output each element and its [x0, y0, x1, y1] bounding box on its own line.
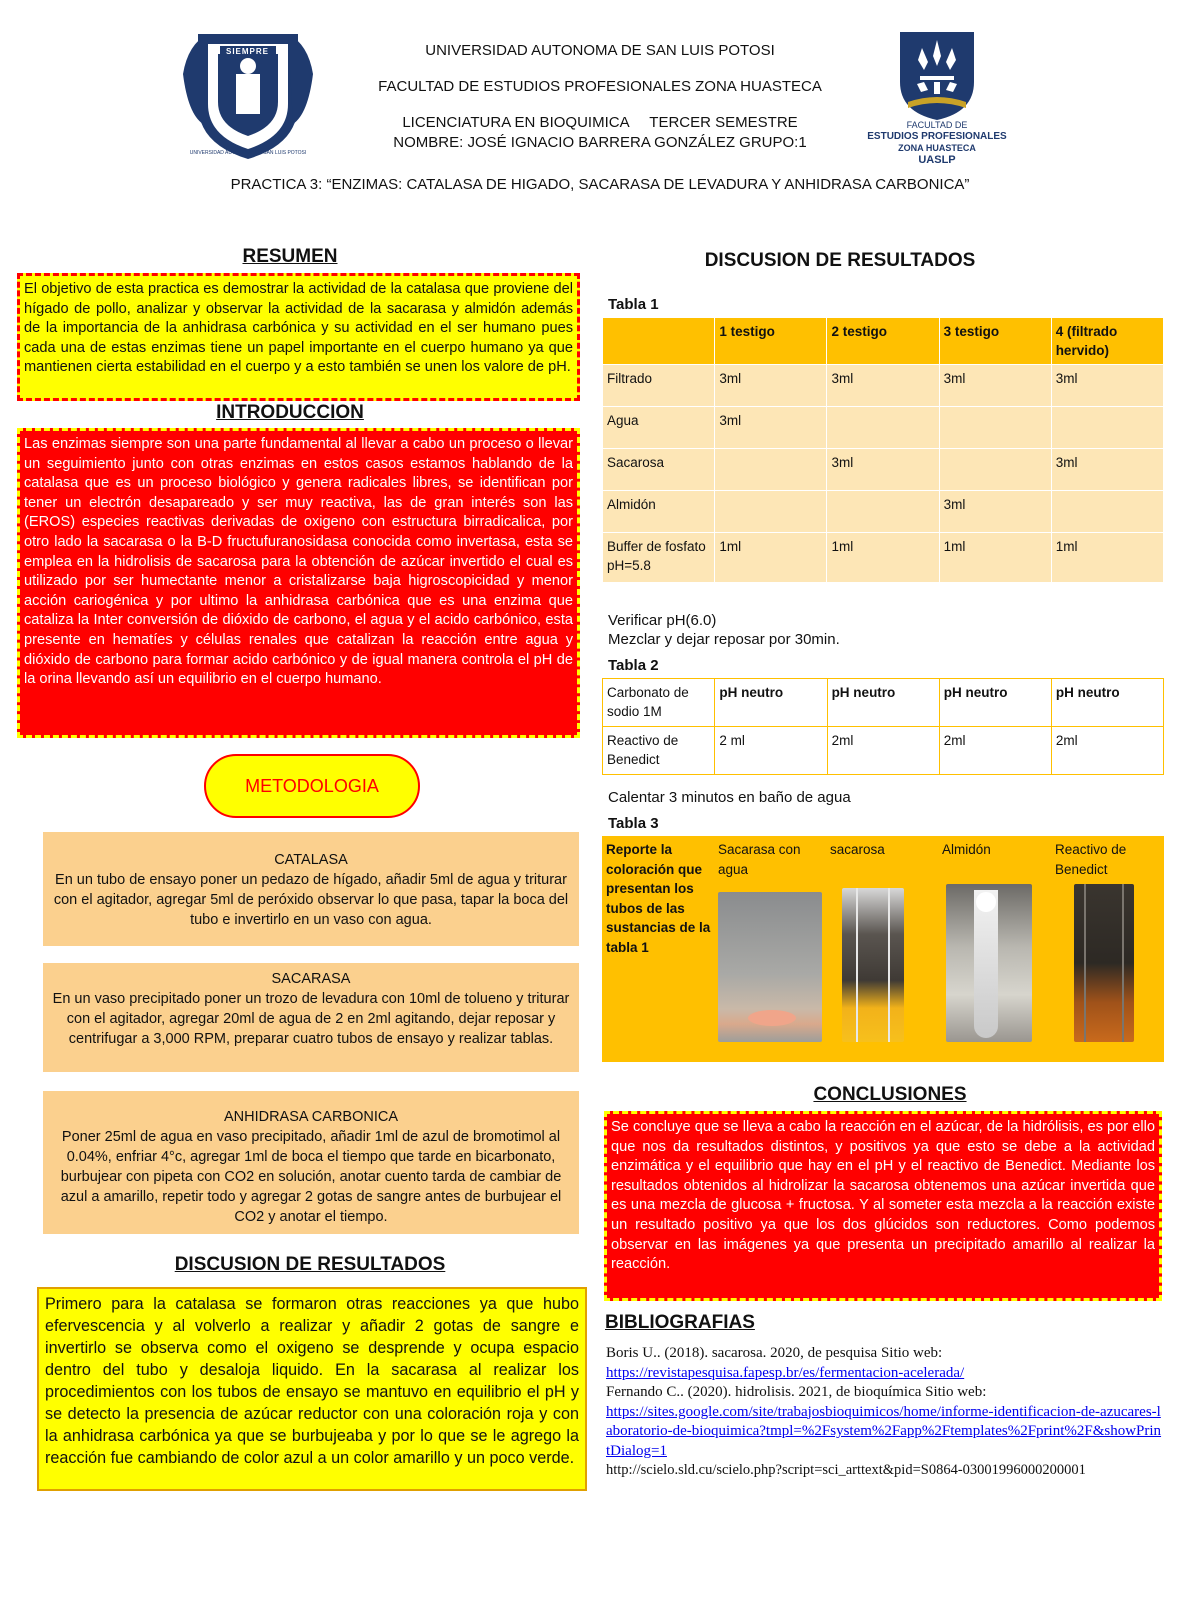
- table-cell: 2ml: [827, 727, 939, 775]
- university-seal-logo: [178, 14, 318, 164]
- table-cell: 2ml: [1051, 727, 1163, 775]
- table-cell: pH neutro: [715, 679, 827, 727]
- table-cell: [715, 449, 827, 491]
- table-row: [603, 533, 1164, 583]
- table-cell: 3ml: [1051, 449, 1163, 491]
- table-cell: 2 testigo: [827, 318, 939, 365]
- table-cell: 3ml: [1051, 365, 1163, 407]
- tabla3: [602, 836, 1164, 1062]
- table-cell: Almidón: [603, 491, 715, 533]
- table-cell: [827, 491, 939, 533]
- conclusiones-heading: CONCLUSIONES: [813, 1084, 967, 1105]
- faculty-name: FACULTAD DE ESTUDIOS PROFESIONALES ZONA HUASTECA: [378, 78, 822, 95]
- anhidrasa-method: [43, 1091, 579, 1234]
- table-cell: [715, 491, 827, 533]
- tabla3-first-cell: Reporte la coloración que presentan los tubos de las sustancias de la tabla 1: [606, 842, 711, 955]
- tabla1-label: Tabla 1: [608, 296, 659, 313]
- tabla3-col-2: sacarosa: [830, 842, 885, 857]
- table-row: [603, 727, 1164, 775]
- table-cell: 1ml: [939, 533, 1051, 583]
- table-cell: 2 ml: [715, 727, 827, 775]
- reference-1-link[interactable]: https://revistapesquisa.fapesp.br/es/fermentacion-acelerada/: [606, 1364, 965, 1381]
- table-row: [603, 318, 1164, 365]
- conclusiones-box: Se concluye que se lleva a cabo la reacción en el azúcar, de la hidrólisis, es por ello que nos da resultados distintos, y positivos ya que esto se debe a la actividad enzimática y el equilibrio que hay en el pH y el reactivo de Benedict. Mediante los resultados obtenidos al hidrolizar la sacarosa obtenemos una azúcar invertida que es una mezcla de glucosa + fructosa. Y al someter esta mezcla a la reacción existe un resultado positivo ya que los dos glúcidos son reductores. Como podemos observar en las imágenes ya que presenta un precipitado amarillo al realizar la reacción.: [604, 1111, 1162, 1301]
- table-cell: 1ml: [827, 533, 939, 583]
- tabla3-col-4: Reactivo de Benedict: [1055, 842, 1127, 877]
- table-cell: 3ml: [939, 491, 1051, 533]
- table-cell: Sacarosa: [603, 449, 715, 491]
- sacarasa-text: En un vaso precipitado poner un trozo de levadura con 10ml de tolueno y triturar con el agitador, agregar 20ml de agua de 2 en 2ml agitando, dejar reposar y centrifugar a 3,000 RPM, preparar cuatro tubos de ensayo y realizar tablas.: [52, 991, 570, 1047]
- table-cell: [1051, 407, 1163, 449]
- catalasa-title: CATALASA: [274, 852, 348, 868]
- photo-sacarosa: [842, 888, 904, 1042]
- reference-3: http://scielo.sld.cu/scielo.php?script=sci_arttext&pid=S0864-03001996000200001: [606, 1462, 1086, 1478]
- anhidrasa-text: Poner 25ml de agua en vaso precipitado, añadir 1ml de azul de bromotimol al 0.04%, enfriar 4°c, agregar 1ml de boca el tiempo que tarde en bicarbonato, burbujear con pipeta con CO2 en solución, anotar cuento tarda de cambiar de azul a amarillo, repetir todo y agregar 2 gotas de sangre antes de burbujear el CO2 y anotar el tiempo.: [60, 1129, 562, 1225]
- note-verificar-ph: Verificar pH(6.0): [608, 612, 717, 629]
- tabla3-col-3: Almidón: [942, 842, 991, 857]
- table-cell: 3ml: [715, 407, 827, 449]
- tabla3-label: Tabla 3: [608, 815, 659, 832]
- table-cell: [827, 407, 939, 449]
- table-cell: 3ml: [939, 365, 1051, 407]
- reference-2-link[interactable]: https://sites.google.com/site/trabajosbioquimicos/home/informe-identificacion-de-azucares-laboratorio-de-bioquimica?tmpl=%2Fsystem%2Fapp%2Ftemplates%2Fprint%2F&showPrintDialog=1: [606, 1403, 1162, 1459]
- table-cell: 3 testigo: [939, 318, 1051, 365]
- table-cell: [939, 407, 1051, 449]
- table-row: [603, 449, 1164, 491]
- reference-2: Fernando C.. (2020). hidrolisis. 2021, de bioquímica Sitio web:: [606, 1384, 987, 1400]
- sacarasa-title: SACARASA: [271, 971, 351, 987]
- table-cell: Reactivo de Benedict: [603, 727, 715, 775]
- student-name: NOMBRE: JOSÉ IGNACIO BARRERA GONZÁLEZ GRUPO:1: [393, 134, 807, 151]
- bibliography-list: [606, 1344, 1162, 1481]
- table-cell: 1ml: [715, 533, 827, 583]
- table-cell: [1051, 491, 1163, 533]
- discusion-left-box: Primero para la catalasa se formaron otras reacciones ya que hubo efervescencia y al volverlo a realizar y añadir 2 gotas de sangre e invertirlo se observa como el oxigeno se desprende y ocupa espacio dentro del tubo y desaloja liquido. En la sacarasa al realizar los procedimientos con los tubos de ensayo se mantuvo en equilibrio el pH y se detecto la presencia de azúcar reductor con una coloración roja y con la anhidrasa carbónica ya que se burbujeaba y por lo que se le agrego la reacción fue cambiando de color azul a un color amarillo y un poco verde.: [37, 1287, 587, 1491]
- table-cell: Buffer de fosfato pH=5.8: [603, 533, 715, 583]
- photo-reactivo-benedict: [1074, 884, 1134, 1042]
- faculty-logo: [862, 22, 1012, 167]
- degree-semester: LICENCIATURA EN BIOQUIMICA TERCER SEMESTRE: [402, 114, 798, 131]
- discusion-left-heading: DISCUSION DE RESULTADOS: [174, 1254, 446, 1275]
- tabla3-col-1: Sacarasa con agua: [718, 842, 801, 877]
- faculty-logo-line4: UASLP: [918, 154, 956, 166]
- table-cell: 1 testigo: [715, 318, 827, 365]
- table-cell: Carbonato de sodio 1M: [603, 679, 715, 727]
- table-cell: pH neutro: [939, 679, 1051, 727]
- reference-1: Boris U.. (2018). sacarosa. 2020, de pesquisa Sitio web:: [606, 1345, 943, 1361]
- table-cell: [939, 449, 1051, 491]
- table-cell: Agua: [603, 407, 715, 449]
- table-row: [603, 491, 1164, 533]
- tabla1: [602, 317, 1164, 583]
- table-cell: 1ml: [1051, 533, 1163, 583]
- metodologia-badge: METODOLOGIA: [204, 754, 420, 818]
- photo-sacarasa-con-agua: [718, 892, 822, 1042]
- table-cell: 4 (filtrado hervido): [1051, 318, 1163, 365]
- table-cell: Filtrado: [603, 365, 715, 407]
- faculty-logo-line1: FACULTAD DE: [906, 120, 968, 130]
- university-name: UNIVERSIDAD AUTONOMA DE SAN LUIS POTOSI: [425, 42, 775, 59]
- note-mezclar: Mezclar y dejar reposar por 30min.: [608, 631, 840, 648]
- table-cell: 3ml: [827, 365, 939, 407]
- resumen-heading: RESUMEN: [242, 246, 338, 267]
- introduccion-heading: INTRODUCCION: [216, 402, 364, 423]
- practice-title: PRACTICA 3: “ENZIMAS: CATALASA DE HIGADO, SACARASA DE LEVADURA Y ANHIDRASA CARBONICA”: [230, 176, 970, 193]
- tabla2: [602, 678, 1164, 775]
- introduccion-box: Las enzimas siempre son una parte fundamental al llevar a cabo un proceso o llevar un seguimiento junto con otras enzimas en estos casos estamos hablando de la catalasa que es un proceso biológico y genera radicales libres, se identifican por tener un electrón desapareado y ser muy reactiva, las de gran interés son las (EROS) especies reactivas derivadas de oxigeno con estructura birradicalica, por otro lado la sacarasa o la B-D fructufuranosidasa conocida como invertasa, esta se emplea en la hidrolisis de sacarosa para la obtención de azúcar invertido el cual es utilizado por ser humectante menor a cristalizarse baja higroscopicidad y menor acción cariogénica y por ultimo la anhidrasa carbónica que es una enzima que cataliza la Inter conversión de dióxido de carbono, el agua y el acido carbónico, esta presente en hematíes y células renales que catalizan la reacción entre agua y dióxido de carbono para formar acido carbónico y de igual manera controla el pH de la orina llevando así un equilibrio en el cuerpo humano.: [17, 428, 580, 738]
- table-cell: pH neutro: [1051, 679, 1163, 727]
- table-row: [603, 407, 1164, 449]
- tabla2-label: Tabla 2: [608, 657, 659, 674]
- table-row: [603, 365, 1164, 407]
- catalasa-text: En un tubo de ensayo poner un pedazo de hígado, añadir 5ml de agua y triturar con el agitador, agregar 5ml de peróxido observar lo que pasa, tapar la boca del tubo e invertirlo en un vaso con agua.: [53, 872, 569, 928]
- sacarasa-method: [43, 963, 579, 1072]
- note-calentar: Calentar 3 minutos en baño de agua: [608, 789, 851, 806]
- table-cell: pH neutro: [827, 679, 939, 727]
- seal-ring-text: UNIVERSIDAD AUTONOMA DE SAN LUIS POTOSI: [189, 150, 307, 156]
- faculty-logo-line2: ESTUDIOS PROFESIONALES: [867, 131, 1007, 142]
- faculty-logo-line3: ZONA HUASTECA: [898, 143, 976, 153]
- table-cell: 2ml: [939, 727, 1051, 775]
- table-cell: 3ml: [715, 365, 827, 407]
- catalasa-method: [43, 832, 579, 946]
- photo-almidon: [946, 884, 1032, 1042]
- bibliografias-heading: BIBLIOGRAFIAS: [605, 1312, 755, 1333]
- discusion-right-heading: DISCUSION DE RESULTADOS: [704, 250, 976, 271]
- table-cell: 3ml: [827, 449, 939, 491]
- table-cell: [603, 318, 715, 365]
- table-row: [603, 679, 1164, 727]
- anhidrasa-title: ANHIDRASA CARBONICA: [223, 1109, 399, 1125]
- seal-motto: SIEMPRE: [226, 47, 270, 56]
- resumen-box: El objetivo de esta practica es demostrar la actividad de la catalasa que proviene del hígado de pollo, analizar y observar la actividad de la sacarasa y almidón además de la importancia de la anhidrasa carbónica y su actividad en el ser humano pues cada una de estas enzimas tiene un papel importante en el cuerpo humano ya que mantienen cierta estabilidad en el cuerpo y a esto también se unen los valore de pH.: [17, 273, 580, 401]
